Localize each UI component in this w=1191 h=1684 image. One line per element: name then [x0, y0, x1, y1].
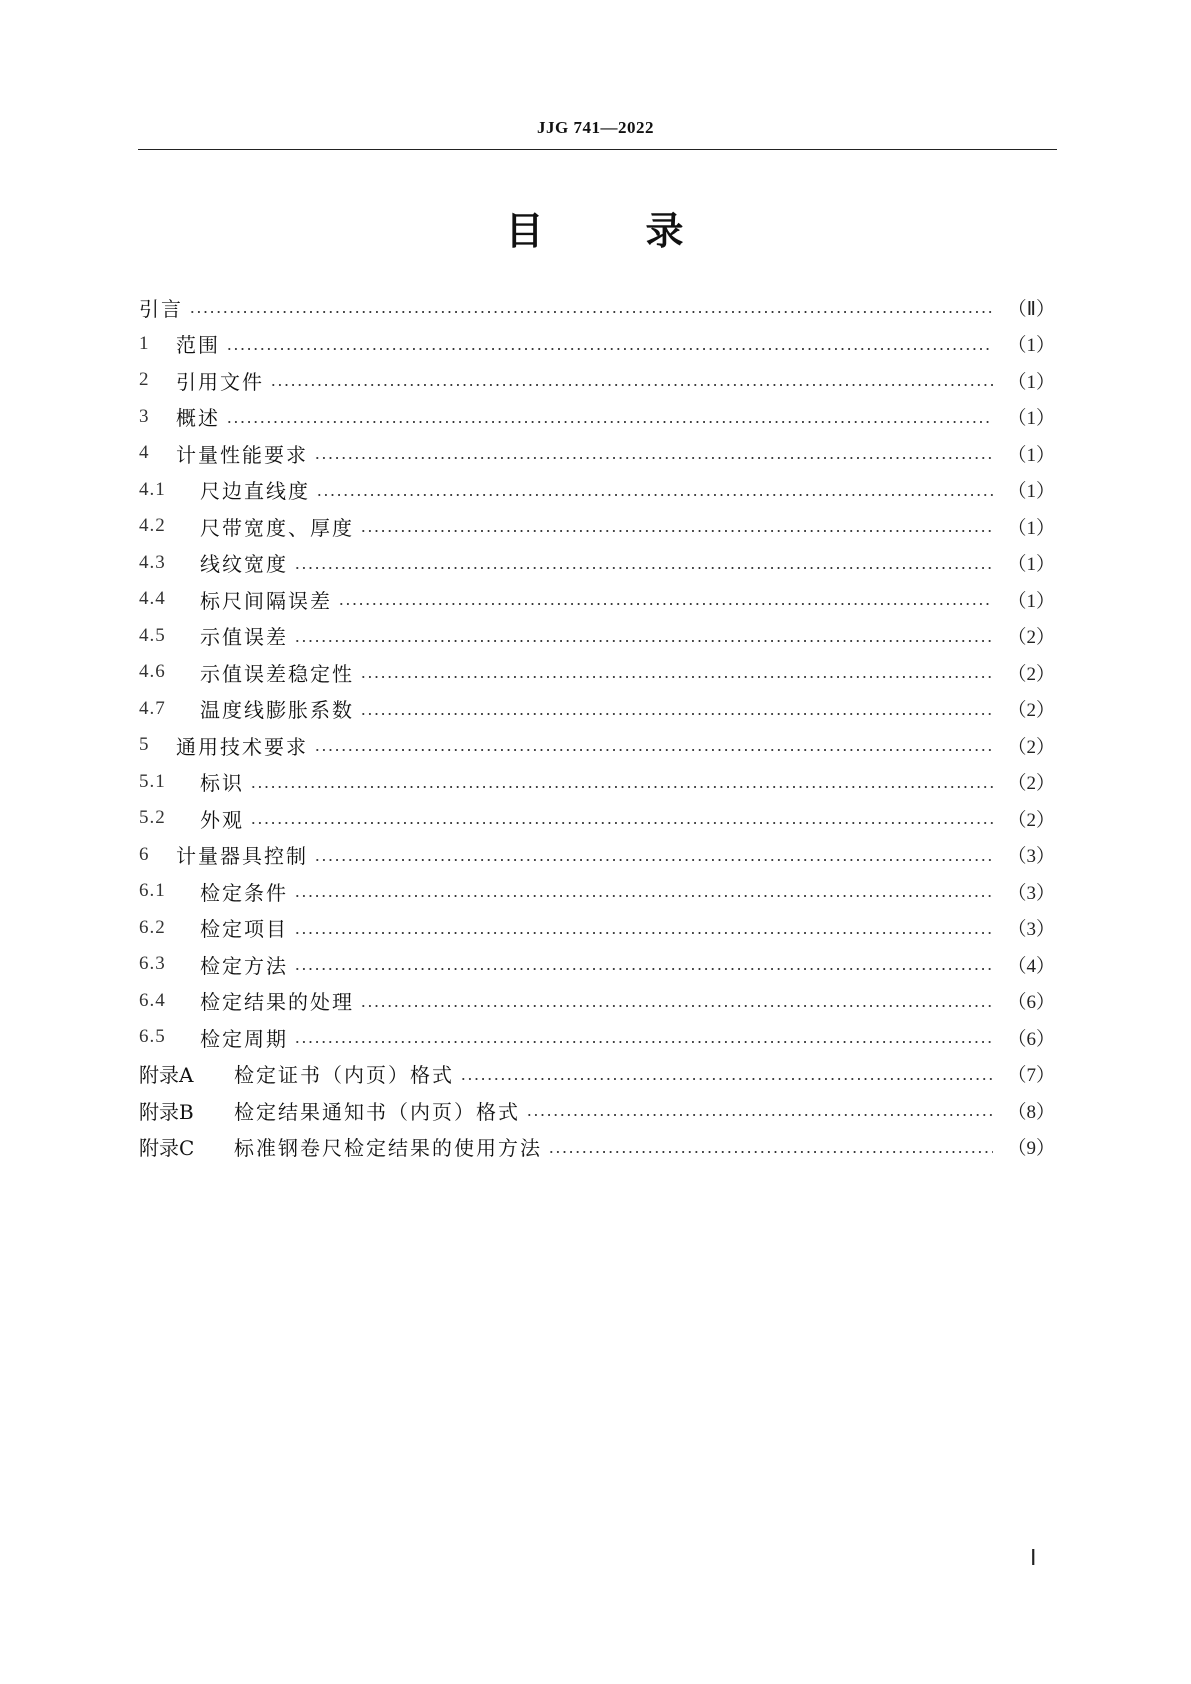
- dot-leader: [189, 311, 994, 313]
- toc-entry[interactable]: [139, 618, 1055, 655]
- toc-entry-number: 6.4: [139, 989, 166, 1011]
- toc-entry-number: 6.1: [139, 880, 166, 902]
- dot-leader: [314, 859, 993, 861]
- toc-entry[interactable]: [139, 545, 1055, 582]
- toc-entry-title: 检定项目: [200, 917, 288, 942]
- toc-entry-title: 检定周期: [200, 1026, 288, 1051]
- toc-entry-number: 4.2: [139, 515, 166, 537]
- toc-entry-page: （3）: [1007, 882, 1055, 904]
- dot-leader: [226, 348, 993, 350]
- toc-entry[interactable]: [139, 691, 1055, 728]
- toc-entry[interactable]: [139, 983, 1055, 1020]
- dot-leader: [360, 676, 993, 678]
- toc-entry[interactable]: [139, 289, 1055, 326]
- toc-entry[interactable]: [139, 581, 1055, 618]
- toc-entry-title: 温度线膨胀系数: [200, 698, 354, 723]
- toc-entry[interactable]: [139, 837, 1055, 874]
- toc-entry-page: （2）: [1007, 773, 1055, 795]
- toc-entry-page: （1）: [1007, 554, 1055, 576]
- header-rule: [138, 149, 1057, 150]
- toc-entry-number: 6.5: [139, 1026, 166, 1048]
- toc-entry[interactable]: [139, 399, 1055, 436]
- toc-entry-page: （1）: [1007, 517, 1055, 539]
- toc-entry-page: （7）: [1007, 1065, 1055, 1087]
- toc-entry-title: 标识: [200, 771, 244, 796]
- toc-entry-page: （2）: [1007, 736, 1055, 758]
- running-header: [0, 118, 1191, 138]
- dot-leader: [294, 640, 993, 642]
- toc-entry-number: 4.3: [139, 551, 166, 573]
- toc-entry-page: （2）: [1007, 809, 1055, 831]
- toc-entry-number: 附录A: [139, 1063, 194, 1088]
- dot-leader: [360, 1005, 993, 1007]
- toc-entry-title: 标尺间隔误差: [200, 588, 332, 613]
- toc-entry-title: 线纹宽度: [200, 552, 288, 577]
- toc-entry-title: 尺带宽度、厚度: [200, 515, 354, 540]
- toc-entry-number: 2: [139, 369, 150, 391]
- standard-code: JJG 741—2022: [537, 118, 654, 137]
- toc-entry-title: 尺边直线度: [200, 479, 310, 504]
- dot-leader: [360, 713, 993, 715]
- toc-entry-title: 检定证书（内页）格式: [234, 1063, 454, 1088]
- toc-entry-number: 4: [139, 442, 150, 464]
- dot-leader: [338, 603, 993, 605]
- toc-entry-title: 示值误差稳定性: [200, 661, 354, 686]
- toc-entry[interactable]: [139, 472, 1055, 509]
- toc-entry-title: 计量性能要求: [176, 442, 308, 467]
- page-title: [0, 200, 1191, 255]
- toc-entry-number: 4.6: [139, 661, 166, 683]
- toc-entry-number: 4.5: [139, 624, 166, 646]
- table-of-contents: [139, 289, 1055, 1165]
- toc-entry-title: 标准钢卷尺检定结果的使用方法: [234, 1136, 542, 1161]
- toc-entry-number: 1: [139, 332, 150, 354]
- toc-entry-title: 检定结果的处理: [200, 990, 354, 1015]
- dot-leader: [460, 1078, 993, 1080]
- toc-entry-title: 检定条件: [200, 880, 288, 905]
- toc-entry-page: （3）: [1007, 919, 1055, 941]
- toc-entry[interactable]: [139, 326, 1055, 363]
- toc-entry[interactable]: [139, 800, 1055, 837]
- toc-entry[interactable]: [139, 873, 1055, 910]
- toc-entry-number: 3: [139, 405, 150, 427]
- toc-entry-page: （1）: [1007, 371, 1055, 393]
- toc-entry-page: （8）: [1007, 1101, 1055, 1123]
- toc-entry-page: （2）: [1007, 663, 1055, 685]
- dot-leader: [316, 494, 993, 496]
- dot-leader: [360, 530, 993, 532]
- toc-entry-number: 6.2: [139, 916, 166, 938]
- dot-leader: [226, 421, 993, 423]
- toc-entry-number: 5: [139, 734, 150, 756]
- toc-entry-title: 示值误差: [200, 625, 288, 650]
- dot-leader: [250, 786, 993, 788]
- toc-entry-number: 5.2: [139, 807, 166, 829]
- toc-entry-page: （1）: [1007, 590, 1055, 612]
- toc-entry-number: 附录C: [139, 1136, 195, 1161]
- toc-entry[interactable]: [139, 910, 1055, 947]
- toc-entry[interactable]: [139, 1056, 1055, 1093]
- dot-leader: [270, 384, 993, 386]
- dot-leader: [548, 1151, 993, 1153]
- dot-leader: [294, 895, 993, 897]
- toc-entry-page: （9）: [1007, 1138, 1055, 1160]
- dot-leader: [250, 822, 993, 824]
- toc-entry[interactable]: [139, 435, 1055, 472]
- toc-entry-page: （3）: [1007, 846, 1055, 868]
- toc-entry-page: （1）: [1007, 481, 1055, 503]
- page-folio: Ⅰ: [1030, 1545, 1037, 1570]
- toc-entry-title: 通用技术要求: [176, 734, 308, 759]
- toc-entry-title: 引用文件: [176, 369, 264, 394]
- title-char-2: 录: [645, 209, 686, 253]
- toc-entry-title: 概述: [176, 406, 220, 431]
- toc-entry-number: 4.4: [139, 588, 166, 610]
- toc-entry-page: （1）: [1007, 335, 1055, 357]
- toc-entry-title: 外观: [200, 807, 244, 832]
- toc-entry[interactable]: [139, 1129, 1055, 1166]
- toc-entry-number: 4.7: [139, 697, 166, 719]
- toc-entry-page: （4）: [1007, 955, 1055, 977]
- toc-entry-page: （2）: [1007, 627, 1055, 649]
- toc-entry-page: （2）: [1007, 700, 1055, 722]
- toc-entry[interactable]: [139, 727, 1055, 764]
- toc-entry-title: 计量器具控制: [176, 844, 308, 869]
- toc-entry[interactable]: [139, 1092, 1055, 1129]
- toc-entry-number: 5.1: [139, 770, 166, 792]
- toc-entry-number: 6.3: [139, 953, 166, 975]
- dot-leader: [294, 567, 993, 569]
- toc-entry-number: 4.1: [139, 478, 166, 500]
- toc-entry[interactable]: [139, 508, 1055, 545]
- toc-entry-title: 范围: [176, 333, 220, 358]
- dot-leader: [314, 749, 993, 751]
- toc-entry[interactable]: [139, 764, 1055, 801]
- toc-entry[interactable]: [139, 362, 1055, 399]
- toc-entry[interactable]: [139, 946, 1055, 983]
- toc-entry-number: 6: [139, 843, 150, 865]
- toc-entry[interactable]: [139, 1019, 1055, 1056]
- toc-entry[interactable]: [139, 654, 1055, 691]
- toc-entry-page: （1）: [1007, 408, 1055, 430]
- dot-leader: [294, 968, 993, 970]
- toc-entry-number: 附录B: [139, 1099, 194, 1124]
- dot-leader: [526, 1114, 993, 1116]
- toc-entry-page: （6）: [1007, 992, 1055, 1014]
- toc-entry-page: （6）: [1007, 1028, 1055, 1050]
- dot-leader: [294, 1041, 993, 1043]
- dot-leader: [314, 457, 993, 459]
- dot-leader: [294, 932, 993, 934]
- toc-entry-page: （1）: [1007, 444, 1055, 466]
- toc-entry-title: 检定方法: [200, 953, 288, 978]
- toc-entry-page: （Ⅱ）: [1007, 298, 1055, 320]
- toc-entry-title: 检定结果通知书（内页）格式: [234, 1099, 520, 1124]
- title-char-1: 目: [505, 209, 546, 253]
- toc-entry-title: 引言: [139, 296, 183, 321]
